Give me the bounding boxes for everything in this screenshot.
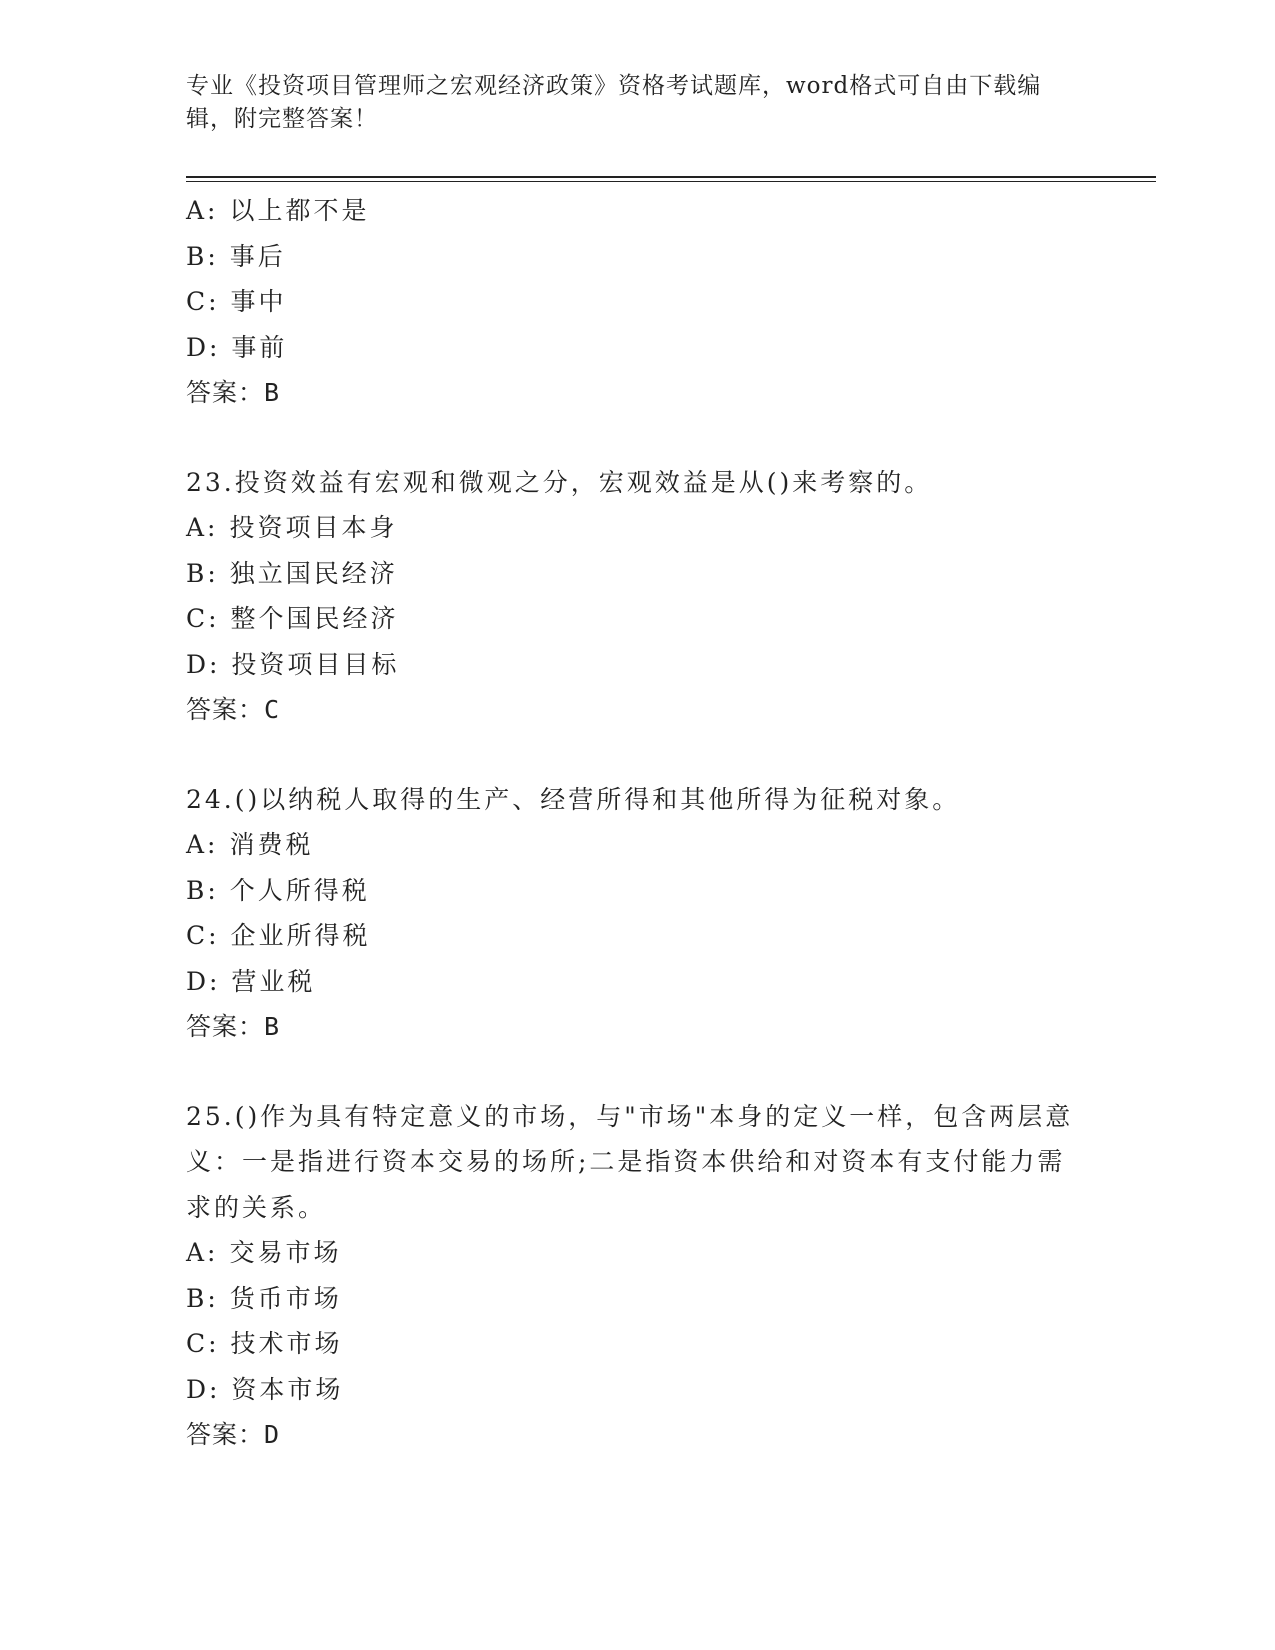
option-label: B: (186, 875, 219, 905)
option-d (186, 959, 1086, 1005)
answer-label: 答案： (186, 695, 265, 724)
option-label: D: (186, 332, 221, 362)
answer-label: 答案： (186, 1420, 265, 1449)
option-text: 营业税 (231, 966, 316, 996)
question-stem: 25.()作为具有特定意义的市场，与"市场"本身的定义一样，包含两层意义：一是指进行资本交易的场所;二是指资本供给和对资本有支付能力需求的关系。 (186, 1101, 1074, 1222)
option-c (186, 596, 1086, 642)
option-label: B: (186, 1283, 219, 1313)
option-text: 交易市场 (229, 1238, 342, 1267)
option-d (186, 1367, 1086, 1413)
option-text: 独立国民经济 (229, 558, 398, 588)
option-text: 事前 (231, 332, 288, 362)
option-text: 技术市场 (230, 1329, 343, 1358)
option-text: 事后 (229, 241, 286, 271)
option-text: 投资项目本身 (229, 513, 398, 542)
question-24 (186, 777, 1086, 1050)
answer-line (186, 1004, 1086, 1050)
question-23 (186, 460, 1086, 733)
question-stem: 24.()以纳税人取得的生产、经营所得和其他所得为征税对象。 (186, 784, 961, 814)
answer-value: B (264, 378, 280, 407)
option-text: 投资项目目标 (231, 649, 400, 679)
option-label: A: (186, 196, 219, 225)
question-25 (186, 1094, 1086, 1458)
option-label: B: (186, 241, 219, 271)
question-list (186, 188, 1086, 1458)
option-label: C: (186, 287, 220, 316)
header-rule-thin (186, 181, 1156, 182)
option-label: A: (186, 513, 219, 542)
option-label: A: (186, 830, 219, 859)
question-22-continued (186, 188, 1086, 416)
option-c (186, 279, 1086, 325)
option-text: 事中 (230, 287, 287, 316)
option-a (186, 822, 1086, 868)
option-b (186, 1276, 1086, 1322)
answer-label: 答案： (186, 1012, 265, 1041)
option-d (186, 325, 1086, 371)
option-text: 货币市场 (229, 1283, 342, 1313)
option-text: 消费税 (229, 830, 314, 859)
option-a (186, 505, 1086, 551)
option-label: A: (186, 1238, 219, 1267)
answer-label: 答案： (186, 378, 265, 407)
option-c (186, 1321, 1086, 1367)
option-b (186, 551, 1086, 597)
option-d (186, 642, 1086, 688)
option-c (186, 913, 1086, 959)
option-text: 资本市场 (231, 1374, 344, 1404)
option-a (186, 188, 1086, 234)
answer-value: B (264, 1012, 280, 1041)
option-label: C: (186, 1329, 220, 1358)
option-label: D: (186, 1374, 221, 1404)
answer-value: D (264, 1420, 280, 1449)
option-text: 整个国民经济 (230, 604, 399, 633)
answer-line (186, 1412, 1086, 1458)
option-label: D: (186, 649, 221, 679)
question-stem: 23.投资效益有宏观和微观之分，宏观效益是从()来考察的。 (186, 467, 933, 497)
answer-line (186, 687, 1086, 733)
document-header: 专业《投资项目管理师之宏观经济政策》资格考试题库，word格式可自由下载编辑，附完整答案！ (186, 73, 1042, 132)
option-text: 个人所得税 (229, 875, 370, 905)
option-text: 企业所得税 (230, 921, 371, 950)
option-label: D: (186, 966, 221, 996)
answer-value: C (264, 695, 280, 724)
header-rule-thick (186, 176, 1156, 178)
option-b (186, 234, 1086, 280)
answer-line (186, 370, 1086, 416)
option-text: 以上都不是 (229, 196, 370, 225)
option-b (186, 868, 1086, 914)
option-a (186, 1230, 1086, 1276)
option-label: C: (186, 921, 220, 950)
option-label: C: (186, 604, 220, 633)
option-label: B: (186, 558, 219, 588)
